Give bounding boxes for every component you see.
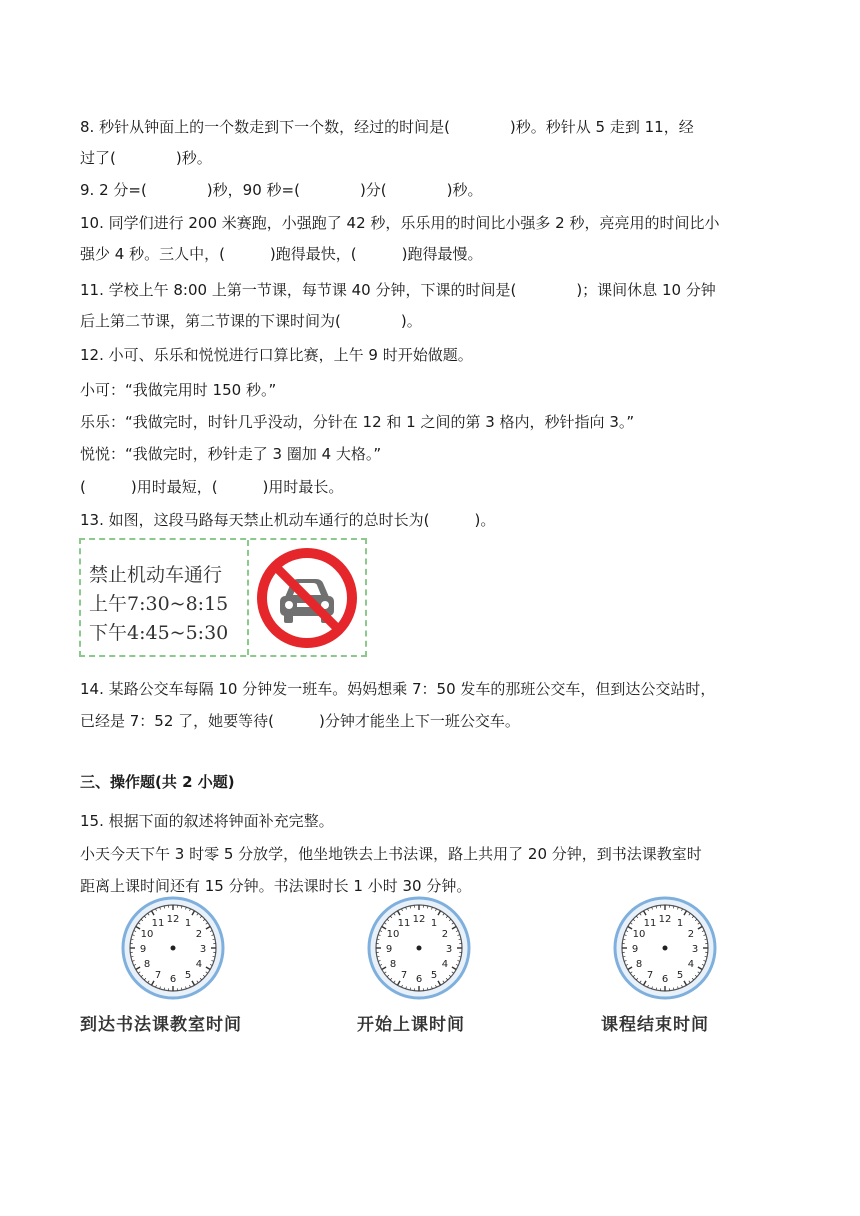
clock-number: 11 (397, 918, 411, 930)
clock-label-arrival: 到达书法课教室时间 (80, 1015, 242, 1035)
sign-title: 禁止机动车通行 (89, 564, 223, 586)
clock-number: 10 (140, 929, 154, 940)
clock-number: 3 (199, 944, 207, 955)
sign-morning-time: 上午7:30~8:15 (89, 593, 229, 615)
clock-number: 7 (400, 969, 408, 981)
clock-label-start: 开始上课时间 (357, 1015, 465, 1035)
clock-number: 8 (143, 959, 151, 970)
q10-line2: 强少 4 秒。三人中，( )跑得最快，( )跑得最慢。 (80, 245, 483, 263)
clock-face-icon (612, 895, 718, 1001)
clock-number: 8 (389, 959, 397, 970)
clock-number: 2 (687, 929, 695, 940)
clock-number: 10 (632, 929, 646, 940)
q13-line1: 13. 如图，这段马路每天禁止机动车通行的总时长为( )。 (80, 511, 496, 529)
clock-number: 7 (646, 969, 654, 981)
clock-number: 3 (445, 944, 453, 955)
clock-number: 1 (430, 918, 438, 930)
clock-number: 11 (151, 918, 165, 930)
clock-number: 2 (441, 929, 449, 940)
q12-line3: 乐乐：“我做完时，时针几乎没动，分针在 12 和 1 之间的第 3 格内，秒针指向 3。” (80, 413, 635, 431)
no-motor-vehicle-icon (253, 545, 361, 651)
q12-line1: 12. 小可、乐乐和悦悦进行口算比赛，上午 9 时开始做题。 (80, 346, 473, 364)
clock-face-icon (366, 895, 472, 1001)
clock-number: 3 (691, 944, 699, 955)
clock-number: 12 (412, 914, 426, 925)
q14-line1: 14. 某路公交车每隔 10 分钟发一班车。妈妈想乘 7：50 发车的那班公交车，但到达公交站时， (80, 680, 716, 698)
q12-line4: 悦悦：“我做完时，秒针走了 3 圈加 4 大格。” (80, 445, 382, 463)
traffic-restriction-sign (79, 538, 367, 657)
clock-number: 12 (658, 914, 672, 925)
q14-line2: 已经是 7：52 了，她要等待( )分钟才能坐上下一班公交车。 (80, 712, 520, 730)
q9-line1: 9. 2 分=( )秒，90 秒=( )分( )秒。 (80, 181, 483, 199)
clock-number: 6 (415, 974, 423, 985)
q11-line2: 后上第二节课，第二节课的下课时间为( )。 (80, 312, 422, 330)
clock-number: 4 (195, 959, 203, 970)
clock-number: 9 (139, 944, 147, 955)
clock-number: 5 (184, 969, 192, 981)
q11-line1: 11. 学校上午 8:00 上第一节课，每节课 40 分钟，下课的时间是( )；课间休息 10 分钟 (80, 281, 716, 299)
q10-line1: 10. 同学们进行 200 米赛跑，小强跑了 42 秒，乐乐用的时间比小强多 2 秒，亮亮用的时间比小 (80, 214, 720, 232)
clock-number: 1 (184, 918, 192, 930)
clock-number: 11 (643, 918, 657, 930)
clock-number: 8 (635, 959, 643, 970)
clock-number: 9 (385, 944, 393, 955)
q15-line1: 15. 根据下面的叙述将钟面补充完整。 (80, 812, 334, 830)
clock-number: 5 (676, 969, 684, 981)
q15-line3: 距离上课时间还有 15 分钟。书法课时长 1 小时 30 分钟。 (80, 877, 472, 895)
sign-divider (247, 540, 249, 655)
clock-number: 12 (166, 914, 180, 925)
clock-number: 7 (154, 969, 162, 981)
q12-line2: 小可：“我做完用时 150 秒。” (80, 381, 277, 399)
clock-number: 4 (687, 959, 695, 970)
sign-afternoon-time: 下午4:45~5:30 (89, 622, 229, 644)
clock-class-start[interactable] (366, 895, 472, 1001)
clock-arrival[interactable] (120, 895, 226, 1001)
clock-number: 1 (676, 918, 684, 930)
clock-number: 5 (430, 969, 438, 981)
clock-number: 10 (386, 929, 400, 940)
clock-number: 9 (631, 944, 639, 955)
clock-number: 4 (441, 959, 449, 970)
clock-label-end: 课程结束时间 (601, 1015, 709, 1035)
q8-line1: 8. 秒针从钟面上的一个数走到下一个数，经过的时间是( )秒。秒针从 5 走到 11，经 (80, 118, 694, 136)
clock-number: 6 (661, 974, 669, 985)
section-heading: 三、操作题(共 2 小题) (80, 773, 235, 791)
q8-line2: 过了( )秒。 (80, 149, 212, 167)
q15-line2: 小天今天下午 3 时零 5 分放学，他坐地铁去上书法课，路上共用了 20 分钟，到书法课教室时 (80, 845, 702, 863)
clock-number: 2 (195, 929, 203, 940)
clock-class-end[interactable] (612, 895, 718, 1001)
clock-number: 6 (169, 974, 177, 985)
q12-line5: ( )用时最短，( )用时最长。 (80, 478, 344, 496)
clock-face-icon (120, 895, 226, 1001)
